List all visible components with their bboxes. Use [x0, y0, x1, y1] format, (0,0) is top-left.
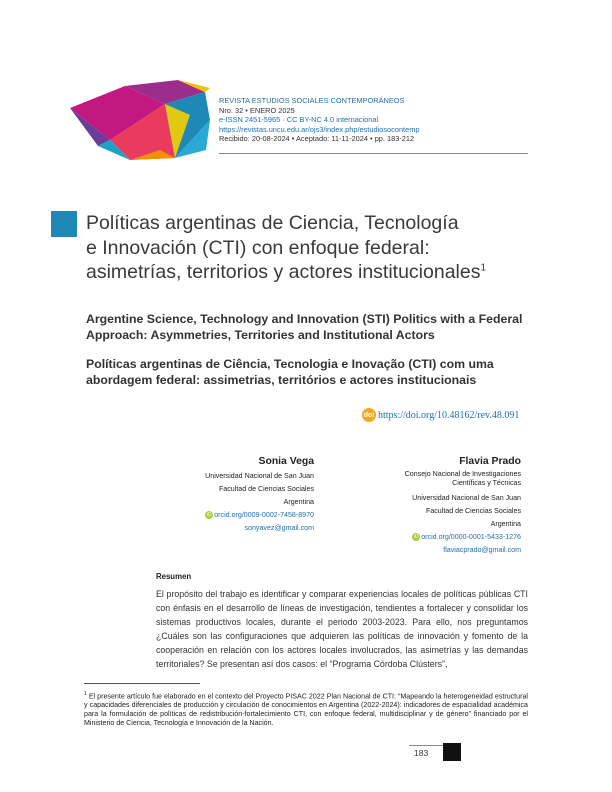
journal-url[interactable]: https://revistas.uncu.edu.ar/ojs3/index.php/estudiosocontemp [219, 124, 420, 134]
author-name: Flavia Prado [459, 456, 521, 467]
doi-link-row[interactable] [362, 408, 519, 422]
author-affiliation: Argentina [283, 498, 314, 506]
subtitle-portuguese: Políticas argentinas de Ciência, Tecnologia e Inovação (CTI) com uma abordagem federal: assimetrias, territórios e actores institucionais [86, 357, 494, 387]
orcid-icon: iD [413, 534, 419, 541]
author-email[interactable]: flaviacprado@gmail.com [443, 546, 521, 554]
author-affiliation: Argentina [490, 520, 521, 528]
abstract-heading: Resumen [156, 572, 192, 581]
author-affiliation: Facultad de Ciencias Sociales [218, 485, 314, 493]
abstract-text: El propósito del trabajo es identificar y comparar experiencias locales de políticas públicas CTI con énfasis en el desarrollo de líneas de investigación, tendientes a fortalecer y consolidar los sistemas productivos locales, durante el periodo 2003-2023. Para ello, nos preguntamos ¿Cuáles son las configuraciones que adquieren las políticas de innovación y fomento de la cooperación en relación con los actores locales involucrados, las asimetrías y las demandas territoriales? Se presentan así dos casos: el “Programa Córdoba Clústers”, [156, 589, 528, 670]
author-orcid-link[interactable] [321, 531, 521, 544]
title-line-3: asimetrías, territorios y actores institucionales [86, 261, 481, 283]
footnote-divider [84, 683, 200, 684]
page-number-rule [409, 745, 443, 746]
footnote-text: El presente artículo fue elaborado en el contexto del Proyecto PISAC 2022 Plan Nacional de CTI: “Mapeando la heterogeneidad estructural y capacidades diferenciales de producción y circulación de conocimientos en Argentina (2022-2024): indicadores de espacialidad académica para la formulación de políticas de redistribución-fortalecimiento CTI, con enfoque federal, multidisciplinar y de género” financiado por el Ministerio de Ciencia, Tecnología e Innovación de la Nación. [84, 692, 528, 727]
journal-issn: e-ISSN 2451-5965 · CC BY-NC 4.0 internacional [219, 115, 379, 125]
author-orcid-link[interactable] [114, 509, 314, 522]
subtitle-english: Argentine Science, Technology and Innovation (STI) Politics with a Federal Approach: Asymmetries, Territories and Institutional Actors [86, 312, 523, 342]
footnote [84, 690, 528, 728]
journal-issue: Nro. 32 • ENERO 2025 [219, 105, 295, 115]
doi-link[interactable]: https://doi.org/10.48162/rev.48.091 [378, 409, 520, 421]
author-block-2 [321, 455, 521, 557]
title-accent-square [51, 211, 77, 237]
author-affiliation: Universidad Nacional de San Juan [205, 472, 314, 480]
doi-icon: doi [362, 408, 376, 422]
title-footnote-mark[interactable]: 1 [480, 262, 487, 274]
author-name: Sonia Vega [258, 456, 314, 467]
footnote-mark: 1 [84, 691, 87, 697]
page-number: 183 [414, 748, 429, 758]
author-affiliation: Universidad Nacional de San Juan [412, 494, 521, 502]
journal-header [219, 96, 420, 144]
journal-name: REVISTA ESTUDIOS SOCIALES CONTEMPORÁNEOS [219, 96, 405, 105]
page-corner-block [443, 743, 461, 761]
header-divider [219, 153, 528, 154]
author-email[interactable]: sonyavez@gmail.com [244, 524, 314, 532]
author-affiliation: Científicas y Técnicas [452, 479, 521, 487]
journal-dates: Recibido: 20-08-2024 • Aceptado: 11-11-2024 • pp. 183-212 [219, 134, 415, 144]
orcid-text[interactable]: orcid.org/0000-0001-5433-1276 [421, 533, 521, 541]
orcid-text[interactable]: orcid.org/0009-0002-7458-8970 [214, 511, 314, 519]
title-line-2: e Innovación (CTI) con enfoque federal: [86, 236, 430, 259]
orcid-icon: iD [206, 512, 212, 519]
author-block-1 [114, 455, 314, 535]
author-affiliation: Consejo Nacional de Investigaciones [404, 470, 521, 478]
journal-logo [70, 80, 210, 160]
author-affiliation: Facultad de Ciencias Sociales [425, 507, 521, 515]
title-line-1: Políticas argentinas de Ciencia, Tecnología [86, 212, 459, 234]
article-title [86, 211, 536, 285]
